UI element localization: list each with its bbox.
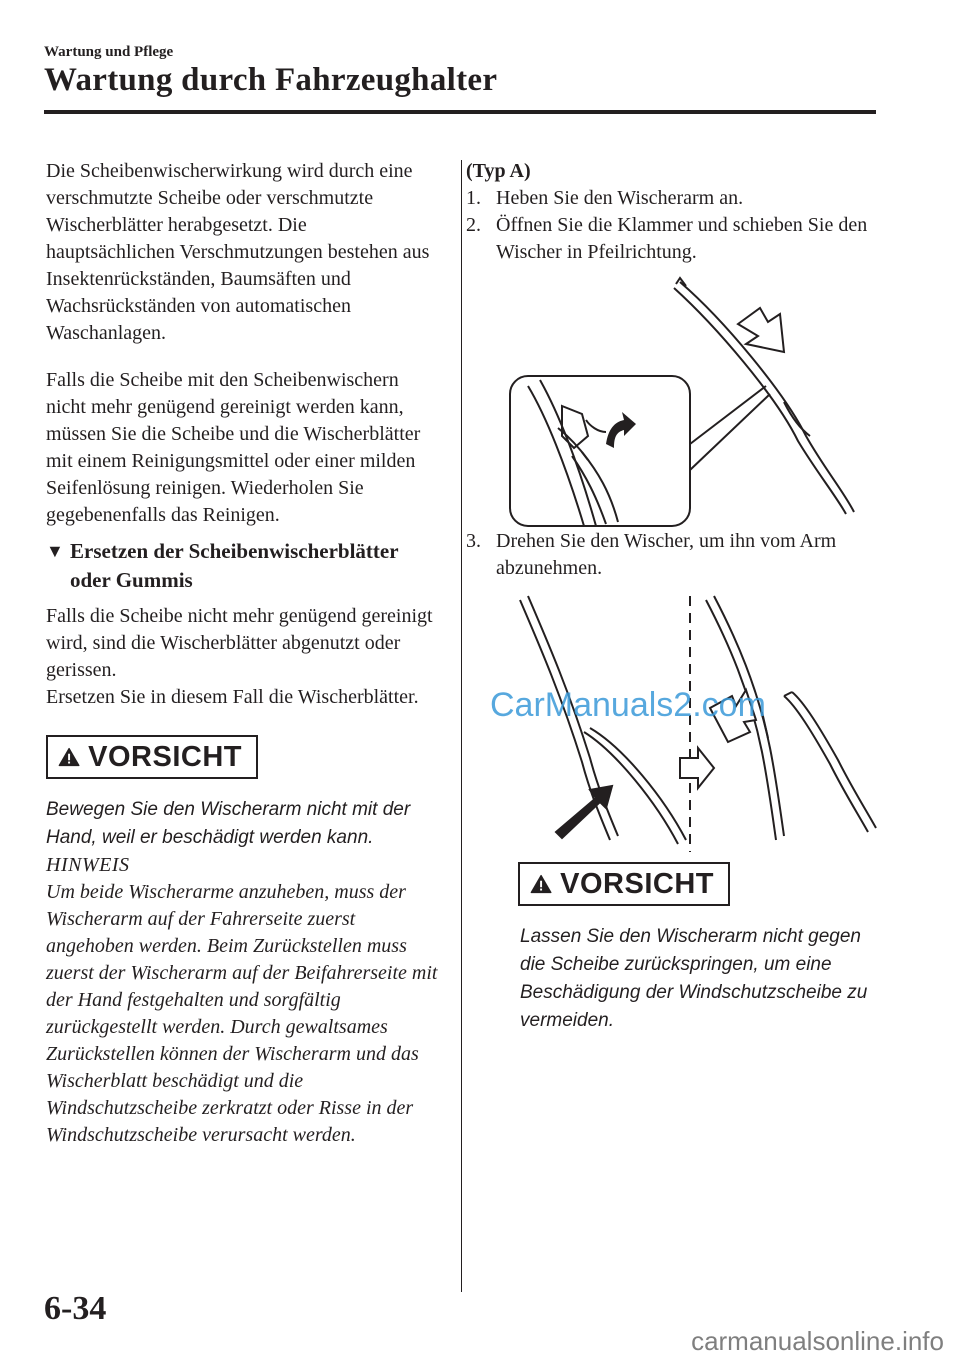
page-title: Wartung durch Fahrzeughalter bbox=[44, 62, 498, 98]
replace-blades-heading bbox=[46, 537, 438, 595]
step-text: Drehen Sie den Wischer, um ihn vom Arm abzunehmen. bbox=[496, 530, 837, 579]
intro-paragraph: Die Scheibenwischerwirkung wird durch eine verschmutzte Scheibe oder verschmutzte Wischerblätter herabgesetzt. Die hauptsächlichen Verschmutzungen bestehen aus Insektenrückständen, Baumsäften und Wachsrückständen von automatischen Waschanlagen. bbox=[46, 160, 430, 344]
caution-box bbox=[518, 862, 730, 906]
note-title: HINWEIS bbox=[46, 854, 130, 876]
right-column bbox=[466, 158, 886, 1035]
step-item bbox=[466, 212, 886, 266]
note-text: Um beide Wischerarme anzuheben, muss der Wischerarm auf der Fahrerseite zuerst angehoben werden. Beim Zurückstellen muss zuerst der Wischerarm auf der Beifahrerseite mit der Hand festgehalten und sorgfältig zurückgestellt werden. Durch gewaltsames Zurückstellen können der Wischerarm und das Wischerblatt beschädigt und die Windschutzscheibe zerkratzt oder Risse in der Windschutzscheibe verursacht werden. bbox=[46, 881, 438, 1146]
worn-blades-paragraph: Falls die Scheibe nicht mehr genügend gereinigt wird, sind die Wischerblätter abgenutzt oder gerissen. bbox=[46, 605, 433, 681]
cleaning-paragraph: Falls die Scheibe mit den Scheibenwischern nicht mehr genügend gereinigt werden kann, müssen Sie die Scheibe und die Wischerblätter mit einem Reinigungsmittel oder einer milden Seifenlösung reinigen. Wiederholen Sie gegebenenfalls das Reinigen. bbox=[46, 369, 421, 526]
column-divider bbox=[461, 160, 462, 1292]
step-item bbox=[466, 528, 886, 582]
step-text: Heben Sie den Wischerarm an. bbox=[496, 187, 744, 209]
caution-text: Bewegen Sie den Wischerarm nicht mit der Hand, weil er beschädigt werden kann. bbox=[46, 799, 411, 848]
left-column bbox=[46, 158, 438, 1149]
replace-blades-heading-text: Ersetzen der Scheibenwischerblätter oder Gummis bbox=[70, 539, 399, 592]
caution-box bbox=[46, 735, 258, 779]
watermark-text: CarManuals2.com bbox=[490, 686, 766, 724]
wiper-clip-illustration bbox=[466, 266, 886, 528]
step-number: 1. bbox=[466, 187, 481, 209]
warning-triangle-icon bbox=[58, 742, 80, 772]
triangle-marker-icon: ▼ bbox=[46, 541, 64, 561]
replace-instruction-paragraph: Ersetzen Sie in diesem Fall die Wischerblätter. bbox=[46, 686, 419, 708]
step-item bbox=[466, 185, 886, 212]
site-footer-text: carmanualsonline.info bbox=[691, 1326, 944, 1356]
step-number: 2. bbox=[466, 214, 481, 236]
title-rule bbox=[44, 110, 876, 114]
page-number: 6-34 bbox=[44, 1290, 107, 1327]
step-number: 3. bbox=[466, 530, 481, 552]
step-text: Öffnen Sie die Klammer und schieben Sie den Wischer in Pfeilrichtung. bbox=[496, 214, 868, 263]
warning-triangle-icon bbox=[530, 869, 552, 899]
caution-text: Lassen Sie den Wischerarm nicht gegen die Scheibe zurückspringen, um eine Beschädigung der Windschutzscheibe zu vermeiden. bbox=[520, 926, 868, 1031]
caution-label: VORSICHT bbox=[560, 867, 714, 900]
section-label: Wartung und Pflege bbox=[44, 44, 174, 60]
caution-label: VORSICHT bbox=[88, 740, 242, 773]
type-label: (Typ A) bbox=[466, 160, 531, 182]
